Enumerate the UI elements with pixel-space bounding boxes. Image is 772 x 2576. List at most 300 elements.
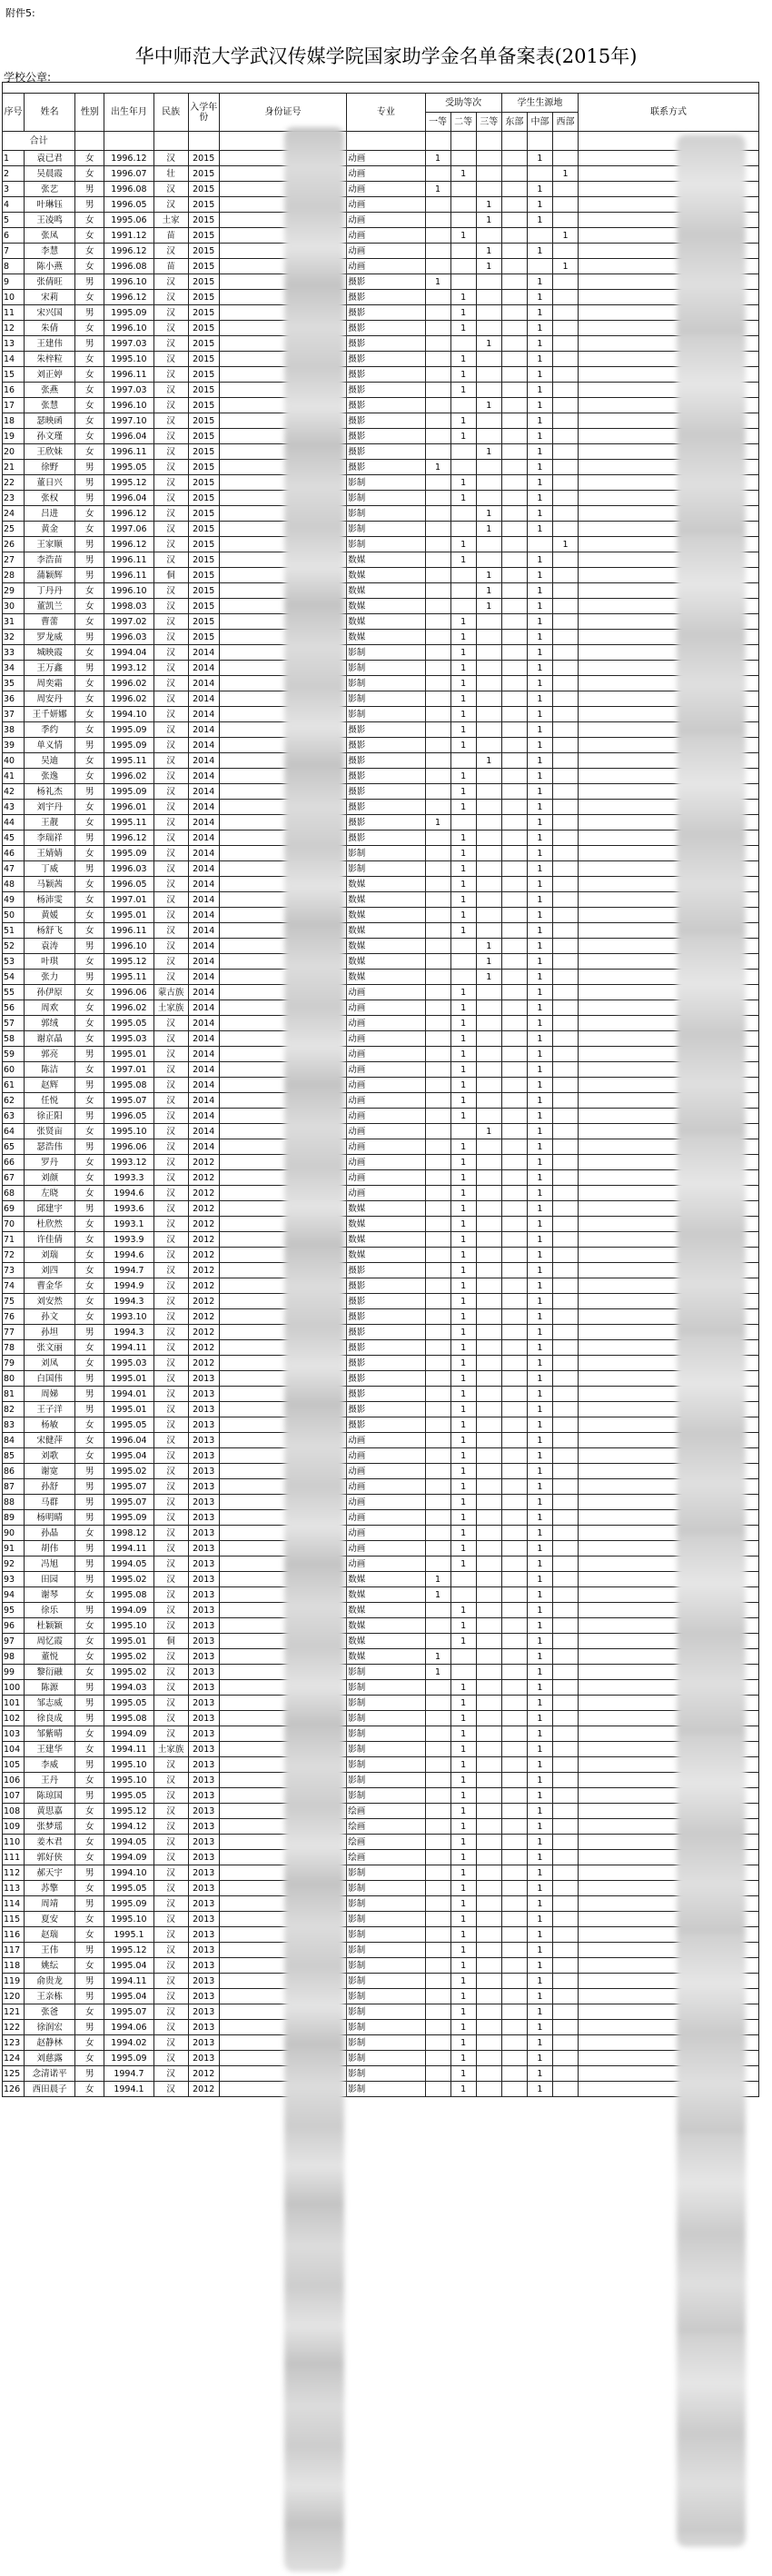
cell-seq: 88 (3, 1495, 25, 1510)
cell-enroll: 2015 (188, 274, 219, 290)
cell-grade3: 1 (476, 583, 501, 599)
cell-grade1 (425, 398, 450, 413)
cell-central: 1 (527, 676, 552, 691)
cell-name: 王欣妹 (25, 444, 75, 460)
cell-grade3 (476, 537, 501, 552)
cell-grade2: 1 (450, 1958, 476, 1974)
cell-grade2: 1 (450, 830, 476, 846)
cell-name: 王靓 (25, 815, 75, 830)
cell-west (552, 367, 578, 383)
cell-ethnicity: 汉 (153, 182, 188, 197)
cell-grade3 (476, 784, 501, 800)
cell-seq: 24 (3, 506, 25, 522)
table-row (3, 1387, 759, 1402)
cell-major: 影制 (347, 491, 425, 506)
cell-west (552, 398, 578, 413)
cell-major: 影制 (347, 1865, 425, 1881)
cell-ethnicity: 汉 (153, 1603, 188, 1618)
cell-name: 张慧 (25, 398, 75, 413)
cell-west (552, 1510, 578, 1526)
cell-gender: 女 (75, 522, 104, 537)
cell-name: 瑟映函 (25, 413, 75, 429)
blank-row (3, 83, 759, 94)
cell-east (501, 1448, 527, 1464)
cell-west (552, 1557, 578, 1572)
cell-birth: 1995.02 (104, 1649, 153, 1665)
cell-ethnicity: 汉 (153, 1155, 188, 1170)
cell-grade2: 1 (450, 2066, 476, 2082)
cell-major: 摄影 (347, 1417, 425, 1433)
cell-east (501, 1232, 527, 1248)
cell-birth: 1996.01 (104, 800, 153, 815)
cell-grade1 (425, 1479, 450, 1495)
cell-name: 左晓 (25, 1186, 75, 1201)
cell-seq: 48 (3, 877, 25, 892)
cell-seq: 18 (3, 413, 25, 429)
cell-grade3 (476, 1263, 501, 1278)
cell-grade3 (476, 491, 501, 506)
cell-east (501, 568, 527, 583)
cell-major: 影制 (347, 1881, 425, 1896)
cell-grade1 (425, 1958, 450, 1974)
cell-west (552, 1603, 578, 1618)
cell-name: 吴迪 (25, 753, 75, 769)
cell-grade3 (476, 2035, 501, 2051)
cell-major: 影制 (347, 1912, 425, 1927)
cell-grade3: 1 (476, 753, 501, 769)
cell-seq: 13 (3, 336, 25, 352)
cell-central: 1 (527, 1757, 552, 1773)
cell-major: 摄影 (347, 815, 425, 830)
cell-gender: 女 (75, 1881, 104, 1896)
cell-birth: 1996.10 (104, 939, 153, 954)
cell-gender: 女 (75, 1417, 104, 1433)
cell-birth: 1996.06 (104, 1139, 153, 1155)
cell-grade1 (425, 1835, 450, 1850)
cell-name: 徐乐 (25, 1603, 75, 1618)
cell-gender: 女 (75, 1448, 104, 1464)
cell-central: 1 (527, 691, 552, 707)
cell-ethnicity: 汉 (153, 645, 188, 661)
cell-west (552, 1155, 578, 1170)
cell-enroll: 2015 (188, 228, 219, 244)
cell-ethnicity: 汉 (153, 661, 188, 676)
cell-seq: 119 (3, 1974, 25, 1989)
cell-central: 1 (527, 1788, 552, 1804)
cell-birth: 1996.11 (104, 568, 153, 583)
cell-grade2 (450, 1649, 476, 1665)
cell-name: 姚纭 (25, 1958, 75, 1974)
cell-east (501, 954, 527, 970)
cell-major: 影制 (347, 522, 425, 537)
cell-birth: 1995.04 (104, 1989, 153, 2004)
cell-seq: 92 (3, 1557, 25, 1572)
table-row (3, 1618, 759, 1634)
cell-name: 邹志威 (25, 1696, 75, 1711)
cell-grade3 (476, 1958, 501, 1974)
cell-central: 1 (527, 305, 552, 321)
cell-seq: 4 (3, 197, 25, 213)
cell-name: 徐正阳 (25, 1109, 75, 1124)
cell-seq: 63 (3, 1109, 25, 1124)
cell-gender: 男 (75, 661, 104, 676)
cell-ethnicity: 汉 (153, 506, 188, 522)
table-row (3, 1232, 759, 1248)
cell-birth: 1995.01 (104, 1634, 153, 1649)
table-row (3, 985, 759, 1000)
cell-name: 刘正婷 (25, 367, 75, 383)
cell-west (552, 861, 578, 877)
table-row (3, 1078, 759, 1093)
cell-major: 影制 (347, 1927, 425, 1943)
cell-grade1 (425, 475, 450, 491)
cell-west (552, 1649, 578, 1665)
cell-grade3 (476, 1711, 501, 1726)
cell-birth: 1994.1 (104, 2082, 153, 2097)
cell-grade2: 1 (450, 1943, 476, 1958)
cell-birth: 1995.09 (104, 738, 153, 753)
cell-enroll: 2014 (188, 1031, 219, 1047)
cell-birth: 1996.05 (104, 197, 153, 213)
cell-seq: 83 (3, 1417, 25, 1433)
table-row (3, 1170, 759, 1186)
table-row (3, 182, 759, 197)
cell-grade3 (476, 1850, 501, 1865)
cell-grade3: 1 (476, 259, 501, 274)
cell-grade3 (476, 707, 501, 722)
cell-birth: 1995.07 (104, 2004, 153, 2020)
cell-grade3 (476, 1881, 501, 1896)
cell-name: 冯旭 (25, 1557, 75, 1572)
cell-central: 1 (527, 1927, 552, 1943)
cell-east (501, 939, 527, 954)
cell-central: 1 (527, 923, 552, 939)
cell-gender: 男 (75, 861, 104, 877)
cell-birth: 1994.3 (104, 1294, 153, 1309)
cell-ethnicity: 汉 (153, 769, 188, 784)
cell-birth: 1995.05 (104, 1016, 153, 1031)
cell-grade1 (425, 614, 450, 630)
cell-name: 白国伟 (25, 1371, 75, 1387)
cell-gender: 女 (75, 1186, 104, 1201)
cell-name: 郭亮 (25, 1047, 75, 1062)
cell-name: 袁已君 (25, 151, 75, 166)
cell-major: 动画 (347, 228, 425, 244)
cell-enroll: 2015 (188, 151, 219, 166)
cell-west (552, 1896, 578, 1912)
cell-seq: 69 (3, 1201, 25, 1217)
cell-central: 1 (527, 1464, 552, 1479)
cell-birth: 1997.02 (104, 614, 153, 630)
cell-enroll: 2014 (188, 985, 219, 1000)
cell-name: 朱梓粒 (25, 352, 75, 367)
cell-central: 1 (527, 800, 552, 815)
cell-enroll: 2015 (188, 398, 219, 413)
cell-east (501, 691, 527, 707)
cell-name: 郭绒 (25, 1016, 75, 1031)
cell-ethnicity: 汉 (153, 151, 188, 166)
cell-gender: 女 (75, 769, 104, 784)
cell-birth: 1997.01 (104, 892, 153, 908)
cell-grade2 (450, 753, 476, 769)
cell-grade1 (425, 707, 450, 722)
cell-grade3: 1 (476, 444, 501, 460)
cell-grade2: 1 (450, 1541, 476, 1557)
cell-grade3 (476, 1000, 501, 1016)
cell-west (552, 1726, 578, 1742)
cell-enroll: 2012 (188, 1155, 219, 1170)
cell-seq: 70 (3, 1217, 25, 1232)
cell-name: 张凤 (25, 228, 75, 244)
cell-central: 1 (527, 2082, 552, 2097)
cell-central: 1 (527, 908, 552, 923)
cell-seq: 42 (3, 784, 25, 800)
cell-major: 数媒 (347, 892, 425, 908)
cell-enroll: 2014 (188, 1000, 219, 1016)
cell-west (552, 1062, 578, 1078)
cell-east (501, 908, 527, 923)
cell-grade3 (476, 830, 501, 846)
cell-east (501, 614, 527, 630)
cell-grade3 (476, 552, 501, 568)
cell-east (501, 676, 527, 691)
cell-seq: 89 (3, 1510, 25, 1526)
cell-grade2: 1 (450, 1433, 476, 1448)
cell-grade2: 1 (450, 367, 476, 383)
cell-name: 张逸 (25, 769, 75, 784)
cell-grade3 (476, 1649, 501, 1665)
cell-grade3: 1 (476, 336, 501, 352)
cell-grade2: 1 (450, 1371, 476, 1387)
cell-west (552, 1387, 578, 1402)
cell-birth: 1994.6 (104, 1248, 153, 1263)
cell-east (501, 2051, 527, 2066)
cell-seq: 124 (3, 2051, 25, 2066)
cell-grade1: 1 (425, 460, 450, 475)
table-row (3, 846, 759, 861)
cell-central: 1 (527, 1062, 552, 1078)
cell-grade2: 1 (450, 2035, 476, 2051)
cell-east (501, 1896, 527, 1912)
cell-grade3 (476, 1943, 501, 1958)
cell-central: 1 (527, 1587, 552, 1603)
table-row (3, 522, 759, 537)
cell-seq: 23 (3, 491, 25, 506)
cell-east (501, 1742, 527, 1757)
cell-ethnicity: 汉 (153, 1479, 188, 1495)
cell-grade3 (476, 1155, 501, 1170)
cell-gender: 男 (75, 1201, 104, 1217)
cell-east (501, 583, 527, 599)
table-row (3, 1804, 759, 1819)
header-grade1: 一等 (425, 113, 450, 132)
cell-east (501, 1155, 527, 1170)
cell-ethnicity: 汉 (153, 1680, 188, 1696)
cell-major: 摄影 (347, 274, 425, 290)
cell-birth: 1993.6 (104, 1201, 153, 1217)
cell-birth: 1995.09 (104, 305, 153, 321)
cell-gender: 男 (75, 1989, 104, 2004)
cell-enroll: 2014 (188, 1139, 219, 1155)
cell-west (552, 1217, 578, 1232)
table-row (3, 1881, 759, 1896)
table-row (3, 2082, 759, 2097)
cell-name: 陈洁 (25, 1062, 75, 1078)
cell-enroll: 2013 (188, 1757, 219, 1773)
table-row (3, 645, 759, 661)
table-row (3, 630, 759, 645)
cell-ethnicity: 汉 (153, 877, 188, 892)
cell-ethnicity: 汉 (153, 1896, 188, 1912)
cell-grade1: 1 (425, 1572, 450, 1587)
cell-ethnicity: 苗 (153, 259, 188, 274)
cell-central: 1 (527, 1016, 552, 1031)
cell-ethnicity: 汉 (153, 1217, 188, 1232)
cell-grade3 (476, 1371, 501, 1387)
cell-name: 孙文 (25, 1309, 75, 1325)
table-row (3, 2035, 759, 2051)
cell-birth: 1995.12 (104, 475, 153, 491)
cell-grade2 (450, 244, 476, 259)
cell-major: 摄影 (347, 753, 425, 769)
cell-gender: 女 (75, 1742, 104, 1757)
cell-grade2: 1 (450, 1387, 476, 1402)
cell-east (501, 1186, 527, 1201)
cell-gender: 男 (75, 1495, 104, 1510)
cell-birth: 1994.09 (104, 1603, 153, 1618)
cell-seq: 113 (3, 1881, 25, 1896)
cell-seq: 65 (3, 1139, 25, 1155)
cell-grade2: 1 (450, 305, 476, 321)
cell-grade2: 1 (450, 290, 476, 305)
cell-grade1 (425, 1634, 450, 1649)
cell-grade3: 1 (476, 1124, 501, 1139)
cell-grade3 (476, 1309, 501, 1325)
cell-ethnicity: 汉 (153, 939, 188, 954)
cell-grade2: 1 (450, 1510, 476, 1526)
cell-ethnicity: 汉 (153, 1541, 188, 1557)
cell-gender: 女 (75, 1819, 104, 1835)
cell-ethnicity: 汉 (153, 1170, 188, 1186)
cell-ethnicity: 汉 (153, 1278, 188, 1294)
cell-name: 马颖茜 (25, 877, 75, 892)
cell-birth: 1996.11 (104, 367, 153, 383)
cell-central: 1 (527, 1155, 552, 1170)
cell-major: 摄影 (347, 1294, 425, 1309)
cell-grade1 (425, 2020, 450, 2035)
cell-seq: 49 (3, 892, 25, 908)
cell-enroll: 2013 (188, 1927, 219, 1943)
cell-east (501, 800, 527, 815)
cell-enroll: 2013 (188, 1634, 219, 1649)
cell-seq: 34 (3, 661, 25, 676)
cell-west (552, 691, 578, 707)
cell-major: 动画 (347, 259, 425, 274)
cell-grade2: 1 (450, 1850, 476, 1865)
header-enroll: 入学年份 (188, 94, 219, 132)
cell-grade1: 1 (425, 274, 450, 290)
cell-central: 1 (527, 1170, 552, 1186)
cell-east (501, 1989, 527, 2004)
cell-central: 1 (527, 274, 552, 290)
cell-grade1 (425, 1325, 450, 1340)
cell-east (501, 707, 527, 722)
cell-major: 摄影 (347, 800, 425, 815)
cell-gender: 男 (75, 830, 104, 846)
cell-grade1 (425, 1402, 450, 1417)
cell-west (552, 738, 578, 753)
cell-seq: 107 (3, 1788, 25, 1804)
cell-name: 谢京晶 (25, 1031, 75, 1047)
cell-enroll: 2013 (188, 2020, 219, 2035)
cell-major: 影制 (347, 2020, 425, 2035)
cell-major: 动画 (347, 1479, 425, 1495)
cell-grade1 (425, 2082, 450, 2097)
cell-seq: 38 (3, 722, 25, 738)
cell-grade2 (450, 583, 476, 599)
cell-central: 1 (527, 522, 552, 537)
cell-enroll: 2013 (188, 1587, 219, 1603)
cell-ethnicity: 汉 (153, 1958, 188, 1974)
cell-birth: 1994.09 (104, 1726, 153, 1742)
cell-ethnicity: 汉 (153, 1711, 188, 1726)
cell-major: 动画 (347, 1155, 425, 1170)
table-row (3, 1217, 759, 1232)
cell-gender: 男 (75, 1479, 104, 1495)
cell-birth: 1996.11 (104, 923, 153, 939)
cell-central (527, 228, 552, 244)
cell-seq: 10 (3, 290, 25, 305)
cell-grade1 (425, 1912, 450, 1927)
table-row (3, 892, 759, 908)
cell-enroll: 2012 (188, 1294, 219, 1309)
cell-gender: 女 (75, 1062, 104, 1078)
cell-enroll: 2014 (188, 784, 219, 800)
cell-east (501, 1016, 527, 1031)
cell-seq: 78 (3, 1340, 25, 1356)
cell-major: 数媒 (347, 954, 425, 970)
cell-birth: 1993.1 (104, 1217, 153, 1232)
cell-grade1 (425, 1865, 450, 1881)
cell-major: 影制 (347, 2082, 425, 2097)
cell-major: 数媒 (347, 970, 425, 985)
cell-west (552, 1773, 578, 1788)
cell-gender: 女 (75, 1850, 104, 1865)
cell-seq: 73 (3, 1263, 25, 1278)
cell-name: 黎衍融 (25, 1665, 75, 1680)
cell-gender: 女 (75, 722, 104, 738)
cell-gender: 女 (75, 2035, 104, 2051)
cell-major: 动画 (347, 1109, 425, 1124)
cell-name: 杨礼杰 (25, 784, 75, 800)
cell-grade1 (425, 522, 450, 537)
cell-grade1 (425, 1201, 450, 1217)
cell-name: 刘歌 (25, 1448, 75, 1464)
cell-grade1 (425, 413, 450, 429)
cell-ethnicity: 汉 (153, 398, 188, 413)
cell-seq: 51 (3, 923, 25, 939)
cell-major: 影制 (347, 2035, 425, 2051)
cell-name: 陈琼国 (25, 1788, 75, 1804)
cell-east (501, 367, 527, 383)
cell-east (501, 1711, 527, 1726)
cell-grade1: 1 (425, 1649, 450, 1665)
table-row (3, 1711, 759, 1726)
cell-grade2: 1 (450, 1186, 476, 1201)
cell-birth: 1996.10 (104, 321, 153, 336)
cell-name: 王丹 (25, 1773, 75, 1788)
cell-grade3 (476, 1340, 501, 1356)
